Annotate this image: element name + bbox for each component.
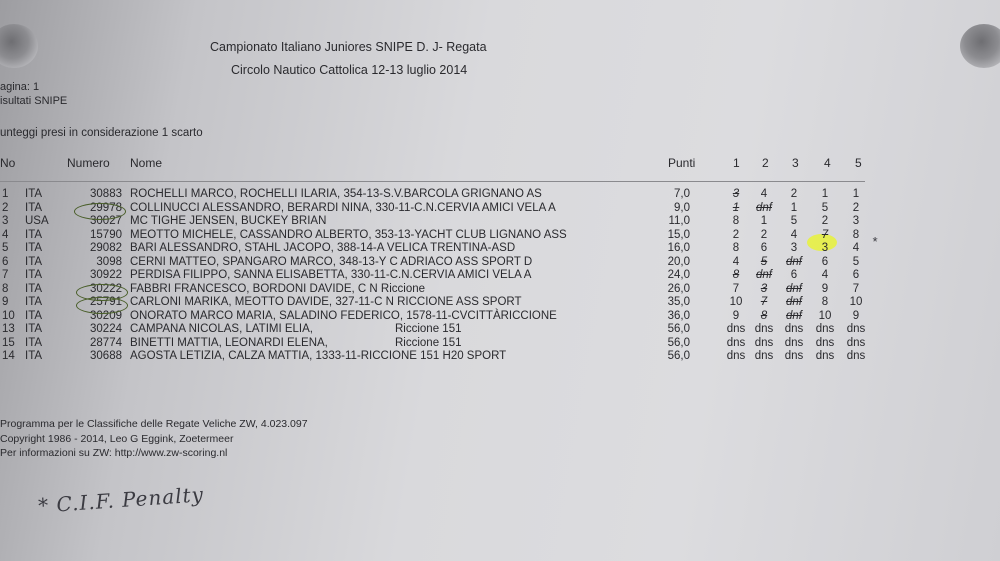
row-race-5: 3	[852, 215, 860, 227]
col-header-race-4: 4	[824, 156, 831, 170]
row-crew-name: COLLINUCCI ALESSANDRO, BERARDI NINA, 330-11-C.N.CERVIA AMICI VELA A	[130, 201, 556, 214]
row-race-1: 1	[732, 201, 740, 214]
row-position: 9	[2, 296, 9, 308]
row-points: 16,0	[667, 242, 690, 254]
header-divider	[0, 181, 865, 182]
row-crew-name: BARI ALESSANDRO, STAHL JACOPO, 388-14-A VELICA TRENTINA-ASD	[130, 242, 516, 254]
row-sail-number: 30922	[90, 269, 122, 281]
row-race-4: 5	[821, 201, 829, 214]
row-race-4: 8	[821, 296, 829, 308]
row-crew-name: CERNI MATTEO, SPANGARO MARCO, 348-13-Y C ADRIACO ASS SPORT D	[130, 255, 533, 268]
row-race-1: 7	[732, 282, 740, 295]
row-sail-number: 15790	[90, 228, 122, 241]
row-crew-name: AGOSTA LETIZIA, CALZA MATTIA, 1333-11-RICCIONE 151 H20 SPORT	[130, 350, 507, 362]
row-race-1: 8	[732, 242, 740, 254]
row-crew-name: CARLONI MARIKA, MEOTTO DAVIDE, 327-11-C N RICCIONE ASS SPORT	[130, 296, 522, 308]
row-crew-name: BINETTI MATTIA, LEONARDI ELENA,	[130, 336, 328, 349]
row-race-5: 4	[852, 242, 860, 254]
row-sail-number: 29978	[90, 201, 122, 214]
row-race-4: 3	[821, 242, 829, 254]
row-race-3: dnf	[786, 255, 802, 268]
row-race-5: 10	[849, 296, 863, 308]
footer-copyright: Copyright 1986 - 2014, Leo G Eggink, Zoetermeer	[0, 433, 234, 445]
punch-hole-right	[960, 24, 1000, 68]
col-header-race-1: 1	[733, 156, 740, 170]
ink-circle	[74, 203, 126, 220]
row-race-5: 6	[852, 269, 860, 281]
row-race-3: dns	[784, 336, 804, 349]
row-position: 6	[2, 255, 9, 268]
row-race-3: dns	[784, 350, 804, 362]
row-race-1: 9	[732, 309, 740, 322]
row-race-1: dns	[726, 336, 746, 349]
col-header-race-3: 3	[792, 156, 799, 170]
row-race-2: 8	[760, 309, 768, 322]
row-race-3: dns	[784, 323, 804, 335]
col-header-punti: Punti	[668, 156, 696, 170]
row-position: 1	[2, 188, 9, 200]
row-sail-number: 30027	[90, 215, 122, 227]
row-club: Riccione 151	[395, 336, 462, 349]
row-race-2: dns	[754, 350, 774, 362]
row-race-5: 8	[852, 228, 860, 241]
row-race-2: dnf	[756, 201, 772, 214]
row-position: 8	[2, 282, 9, 295]
row-race-5: dns	[846, 336, 866, 349]
row-position: 7	[2, 269, 9, 281]
results-label: isultati SNIPE	[0, 95, 68, 107]
col-header-nome: Nome	[130, 156, 163, 170]
row-sail-number: 30688	[90, 350, 122, 362]
document-subtitle: Circolo Nautico Cattolica 12-13 luglio 2014	[231, 63, 468, 77]
footer-info: Per informazioni su ZW: http://www.zw-scoring.nl	[0, 447, 228, 459]
row-sail-number: 30209	[90, 309, 122, 322]
col-header-race-5: 5	[855, 156, 862, 170]
handwritten-note: * C.I.F. Penalty	[37, 482, 205, 518]
row-race-4: 7	[821, 228, 829, 241]
row-points: 56,0	[667, 323, 690, 335]
row-race-4: 4	[821, 269, 829, 281]
row-race-4: dns	[815, 350, 835, 362]
row-race-3: 2	[790, 188, 798, 200]
row-race-4: dns	[815, 336, 835, 349]
row-race-3: dnf	[786, 296, 802, 308]
row-race-1: 2	[732, 228, 740, 241]
row-race-3: 5	[790, 215, 798, 227]
row-race-1: 8	[732, 269, 740, 281]
col-header-no: No	[0, 156, 16, 170]
row-nation: ITA	[25, 201, 43, 214]
handwritten-star: *	[872, 234, 878, 249]
row-race-1: dns	[726, 323, 746, 335]
row-race-2: dns	[754, 336, 774, 349]
col-header-race-2: 2	[762, 156, 769, 170]
row-race-3: dnf	[786, 309, 802, 322]
row-race-2: 5	[760, 255, 768, 268]
ink-circle	[76, 297, 128, 314]
row-points: 56,0	[667, 350, 690, 362]
row-race-3: 3	[790, 242, 798, 254]
row-nation: ITA	[25, 350, 43, 362]
row-race-1: 10	[729, 296, 743, 308]
row-sail-number: 29082	[90, 242, 122, 254]
row-sail-number: 30224	[90, 323, 122, 335]
row-race-3: dnf	[786, 282, 802, 295]
col-header-numero: Numero	[67, 156, 110, 170]
row-race-2: 4	[760, 188, 768, 200]
row-points: 36,0	[667, 309, 690, 322]
row-nation: ITA	[25, 188, 43, 200]
row-crew-name: MEOTTO MICHELE, CASSANDRO ALBERTO, 353-13-YACHT CLUB LIGNANO ASS	[130, 228, 567, 241]
row-race-2: 7	[760, 296, 768, 308]
row-race-5: 5	[852, 255, 860, 268]
row-race-2: dns	[754, 323, 774, 335]
row-nation: ITA	[25, 269, 43, 281]
row-position: 13	[2, 323, 15, 335]
row-race-5: dns	[846, 350, 866, 362]
row-crew-name: CAMPANA NICOLAS, LATIMI ELIA,	[130, 323, 313, 335]
row-sail-number: 25791	[90, 296, 122, 308]
row-nation: ITA	[25, 309, 43, 322]
row-race-2: 6	[760, 242, 768, 254]
row-race-5: 9	[852, 309, 860, 322]
row-race-5: dns	[846, 323, 866, 335]
row-club: Riccione 151	[395, 323, 462, 335]
row-race-3: 4	[790, 228, 798, 241]
row-crew-name: ONORATO MARCO MARIA, SALADINO FEDERICO, 1578-11-CVCITTÀRICCIONE	[130, 309, 557, 322]
row-position: 2	[2, 201, 9, 214]
row-race-2: 1	[760, 215, 768, 227]
row-nation: ITA	[25, 228, 43, 241]
row-nation: ITA	[25, 242, 43, 254]
row-position: 15	[2, 336, 15, 349]
row-race-3: 6	[790, 269, 798, 281]
row-points: 26,0	[667, 282, 690, 295]
row-race-2: 2	[760, 228, 768, 241]
document-title: Campionato Italiano Juniores SNIPE D. J- Regata	[210, 40, 487, 54]
row-crew-name: MC TIGHE JENSEN, BUCKEY BRIAN	[130, 215, 327, 227]
row-nation: ITA	[25, 336, 43, 349]
row-nation: ITA	[25, 323, 43, 335]
row-position: 14	[2, 350, 15, 362]
row-crew-name: PERDISA FILIPPO, SANNA ELISABETTA, 330-11-C.N.CERVIA AMICI VELA A	[130, 269, 532, 281]
row-race-3: 1	[790, 201, 798, 214]
row-points: 24,0	[667, 269, 690, 281]
row-race-4: 1	[821, 188, 829, 200]
row-points: 56,0	[667, 336, 690, 349]
punch-hole-left	[0, 24, 38, 68]
footer-program: Programma per le Classifiche delle Regate Veliche ZW, 4.023.097	[0, 418, 308, 430]
row-position: 4	[2, 228, 9, 241]
row-race-5: 2	[852, 201, 860, 214]
row-race-4: 10	[818, 309, 832, 322]
row-sail-number: 28774	[90, 336, 122, 349]
row-position: 3	[2, 215, 9, 227]
row-race-4: 9	[821, 282, 829, 295]
row-race-1: 3	[732, 188, 740, 200]
row-nation: USA	[25, 215, 49, 227]
row-sail-number: 30222	[90, 282, 122, 295]
row-race-1: 4	[732, 255, 740, 268]
row-points: 7,0	[674, 188, 690, 200]
row-nation: ITA	[25, 282, 43, 295]
row-race-5: 7	[852, 282, 860, 295]
row-nation: ITA	[25, 255, 43, 268]
row-race-5: 1	[852, 188, 860, 200]
row-race-1: 8	[732, 215, 740, 227]
discard-note: unteggi presi in considerazione 1 scarto	[0, 127, 203, 139]
row-points: 11,0	[668, 215, 690, 227]
row-points: 15,0	[667, 228, 690, 241]
row-nation: ITA	[25, 296, 43, 308]
row-sail-number: 3098	[96, 255, 122, 268]
row-position: 10	[2, 309, 15, 322]
row-sail-number: 30883	[90, 188, 122, 200]
row-race-2: 3	[760, 282, 768, 295]
row-race-4: dns	[815, 323, 835, 335]
row-race-1: dns	[726, 350, 746, 362]
row-crew-name: FABBRI FRANCESCO, BORDONI DAVIDE, C N Riccione	[130, 282, 426, 295]
page-number: agina: 1	[0, 81, 40, 93]
row-crew-name: ROCHELLI MARCO, ROCHELLI ILARIA, 354-13-S.V.BARCOLA GRIGNANO AS	[130, 188, 542, 200]
row-race-4: 6	[821, 255, 829, 268]
row-position: 5	[2, 242, 9, 254]
row-points: 9,0	[674, 201, 690, 214]
row-race-2: dnf	[756, 269, 772, 281]
row-points: 35,0	[667, 296, 690, 308]
row-race-4: 2	[821, 215, 829, 227]
row-points: 20,0	[667, 255, 690, 268]
